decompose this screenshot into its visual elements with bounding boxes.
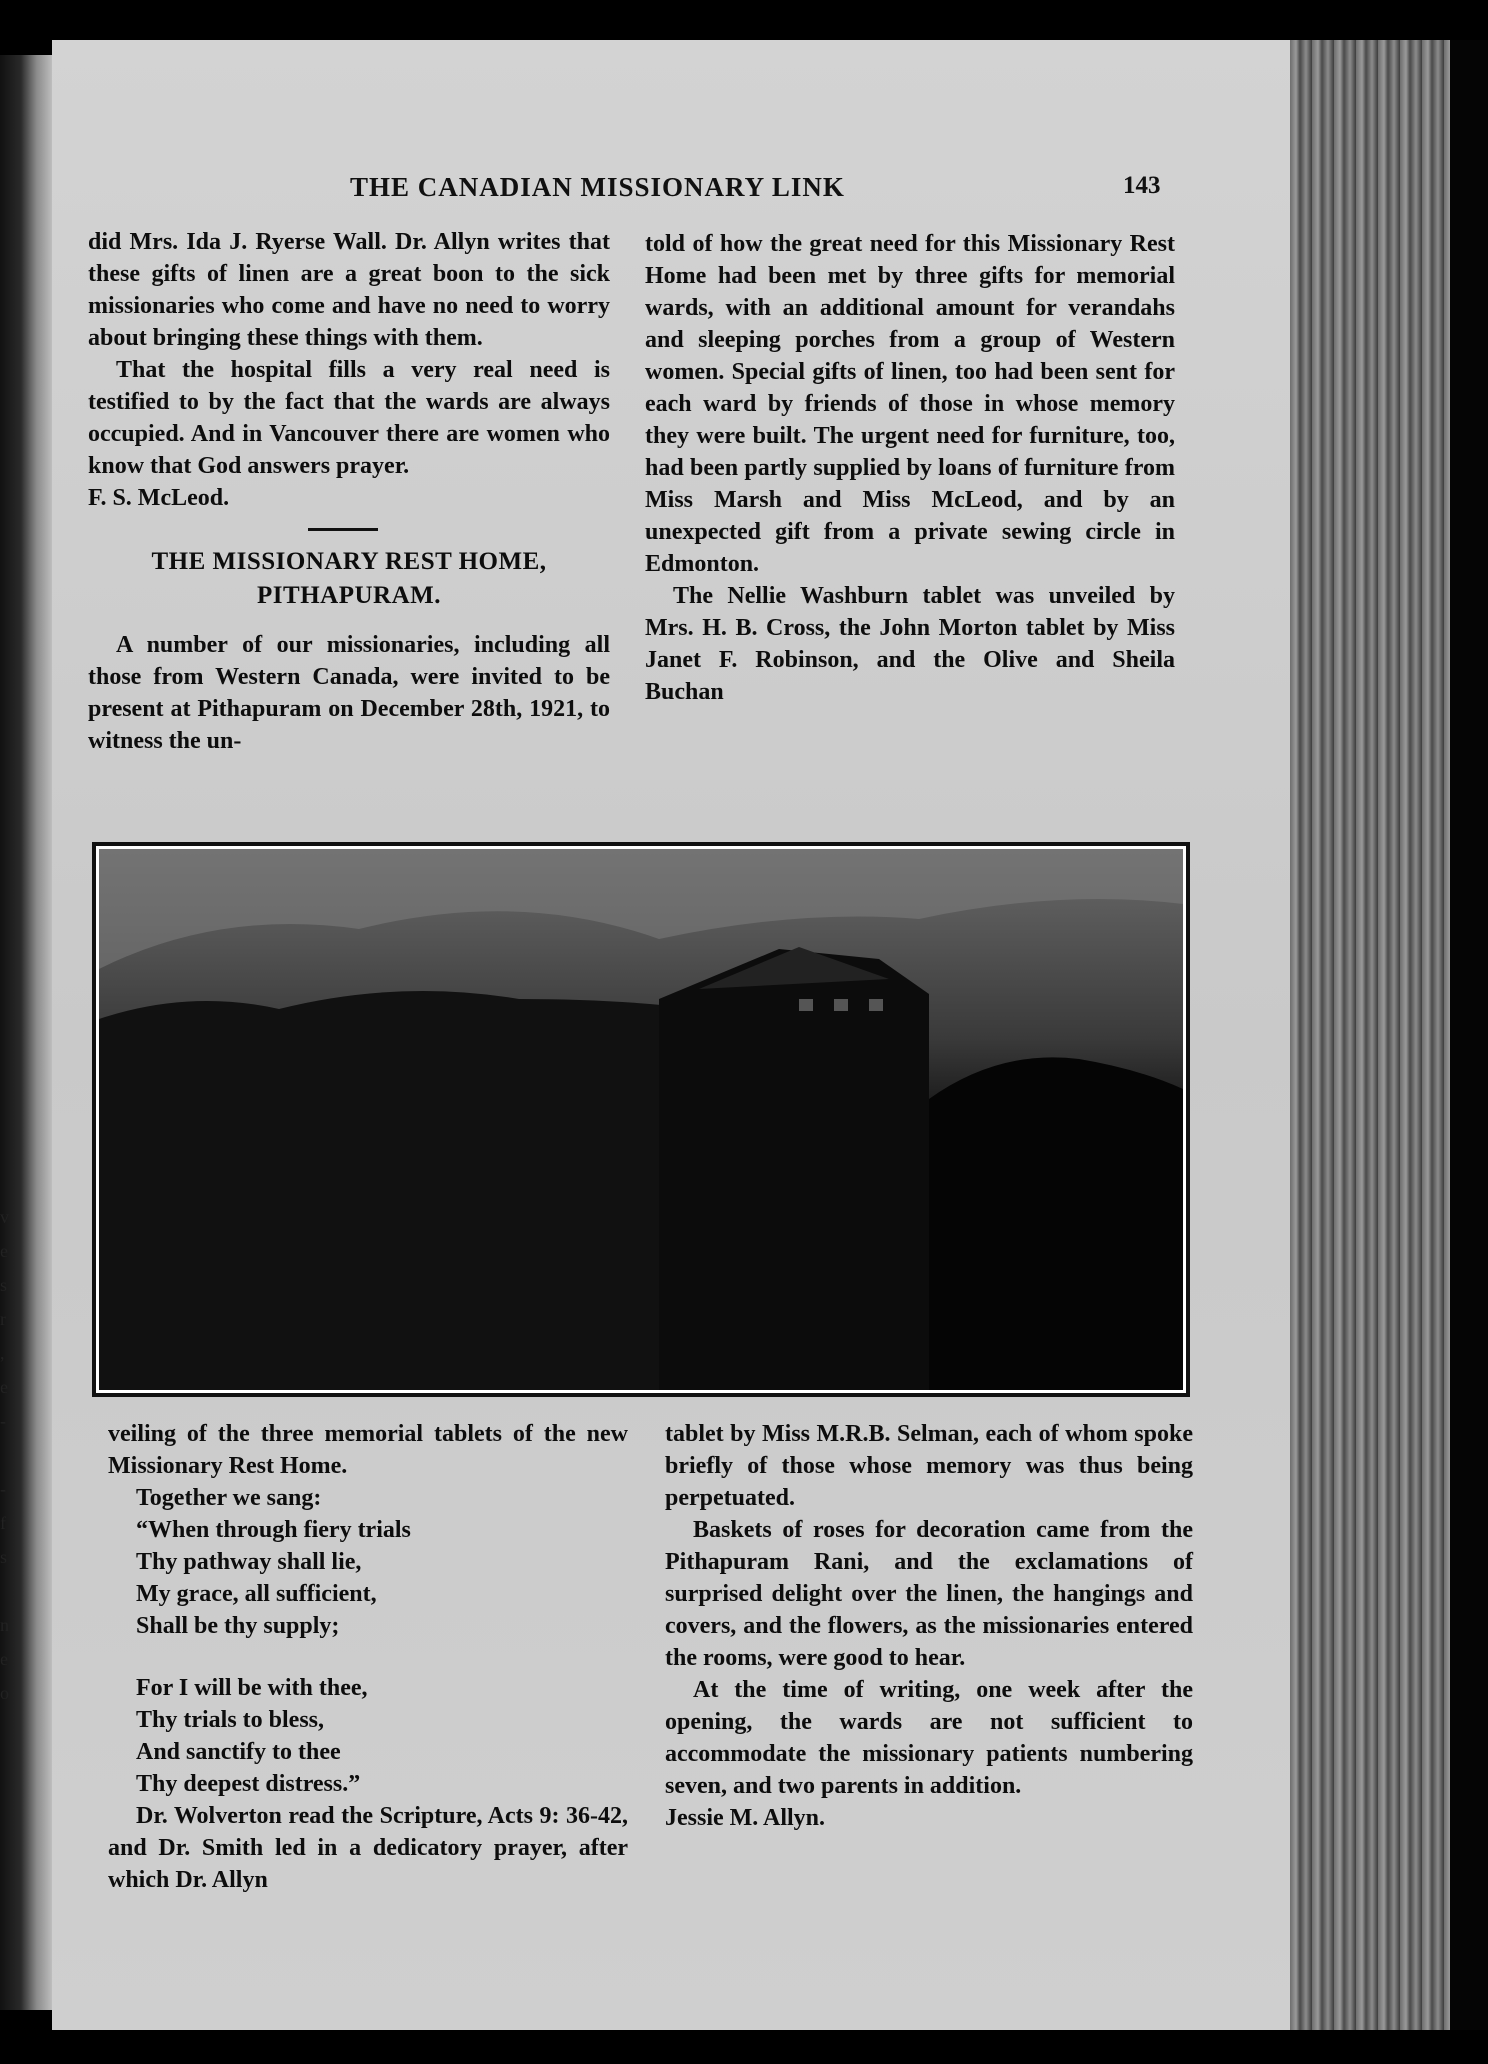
gutter-glyph: n — [0, 1615, 9, 1635]
page-edges — [1290, 40, 1460, 2030]
gutter-glyph — [0, 1438, 20, 1472]
signature: Jessie M. Allyn. — [665, 1805, 825, 1831]
article-headline — [88, 545, 610, 613]
right-column-bottom — [665, 1418, 1193, 1834]
verse-line: “When through fiery trials — [136, 1517, 411, 1543]
verse-line: Thy pathway shall lie, — [136, 1549, 362, 1575]
verse-line: For I will be with thee, — [136, 1675, 368, 1701]
verse-line: Thy trials to bless, — [136, 1707, 325, 1733]
gutter-glyph: - — [0, 1411, 6, 1431]
hymn-verse-1 — [108, 1514, 628, 1642]
gutter-glyph: , — [0, 1343, 5, 1363]
section-divider — [308, 528, 378, 531]
paragraph: told of how the great need for this Missionary Rest Home had been met by three gifts for memorial wards, with an additional amount for verandahs and sleeping porches from a group of Western women. Special gifts of linen, too had been sent for each ward by friends of those in whose memory they were built. The urgent need for furniture, too, had been partly supplied by loans of furniture from Miss Marsh and Miss McLeod, and by an unexpected gift from a private sewing circle in Edmonton. — [645, 231, 1175, 577]
paragraph: veiling of the three memorial tablets of the new Missionary Rest Home. — [108, 1421, 628, 1479]
gutter-glyph: r — [0, 1309, 6, 1329]
hymn-verse-2 — [108, 1672, 628, 1800]
photo-image — [99, 849, 1183, 1390]
scan-right-border — [1450, 40, 1488, 2030]
gutter-glyph: f — [0, 1513, 6, 1533]
verse-line: My grace, all sufficient, — [136, 1581, 377, 1607]
verse-line: Shall be thy supply; — [136, 1613, 340, 1639]
paragraph: The Nellie Washburn tablet was unveiled by Mrs. H. B. Cross, the John Morton tablet by Miss Janet F. Robinson, and the Olive and Sheila Buchan — [645, 583, 1175, 705]
left-column-top — [88, 226, 610, 757]
right-column-top — [645, 228, 1175, 708]
gutter-glyph: e — [0, 1241, 8, 1261]
gutter-glyph: e — [0, 1377, 8, 1397]
gutter-glyph: - — [0, 1479, 6, 1499]
gutter-glyph: s — [0, 1275, 8, 1295]
paragraph: did Mrs. Ida J. Ryerse Wall. Dr. Allyn writes that these gifts of linen are a great boon to the sick missionaries who come and have no need to worry about bringing these things with them. — [88, 229, 610, 351]
gutter-bleed-text — [0, 1200, 20, 1710]
page-number: 143 — [1123, 172, 1161, 199]
rest-home-photograph — [92, 842, 1190, 1397]
gutter-glyph: v — [0, 1207, 9, 1227]
gutter-glyph — [0, 1574, 20, 1608]
paragraph: That the hospital fills a very real need is testified to by the fact that the wards are always occupied. And in Vancouver there are women who know that God answers prayer. — [88, 357, 610, 479]
paragraph: At the time of writing, one week after the opening, the wards are not sufficient to accommodate the missionary patients numbering seven, and two parents in addition. — [665, 1677, 1193, 1799]
headline-line: PITHAPURAM. — [257, 582, 441, 609]
gutter-glyph: e — [0, 1649, 8, 1669]
signature: F. S. McLeod. — [88, 485, 230, 511]
paragraph: Together we sang: — [136, 1485, 322, 1511]
verse-line: And sanctify to thee — [136, 1739, 341, 1765]
gutter-glyph: o — [0, 1683, 9, 1703]
paragraph: Dr. Wolverton read the Scripture, Acts 9: 36-42, and Dr. Smith led in a dedicatory prayer, after which Dr. Allyn — [108, 1803, 628, 1893]
paragraph: Baskets of roses for decoration came from the Pithapuram Rani, and the exclamations of surprised delight over the linen, the hangings and covers, and the flowers, as the missionaries entered the rooms, were good to hear. — [665, 1517, 1193, 1671]
paragraph: tablet by Miss M.R.B. Selman, each of whom spoke briefly of those whose memory was thus being perpetuated. — [665, 1421, 1193, 1511]
scan-left-gutter — [0, 55, 52, 2010]
gutter-glyph: s — [0, 1547, 8, 1567]
paragraph: A number of our missionaries, including all those from Western Canada, were invited to be present at Pithapuram on December 28th, 1921, to witness the un- — [88, 632, 610, 754]
left-column-bottom — [108, 1418, 628, 1896]
headline-line: THE MISSIONARY REST HOME, — [151, 548, 547, 575]
verse-line: Thy deepest distress.” — [136, 1771, 361, 1797]
running-title: THE CANADIAN MISSIONARY LINK — [350, 172, 845, 202]
